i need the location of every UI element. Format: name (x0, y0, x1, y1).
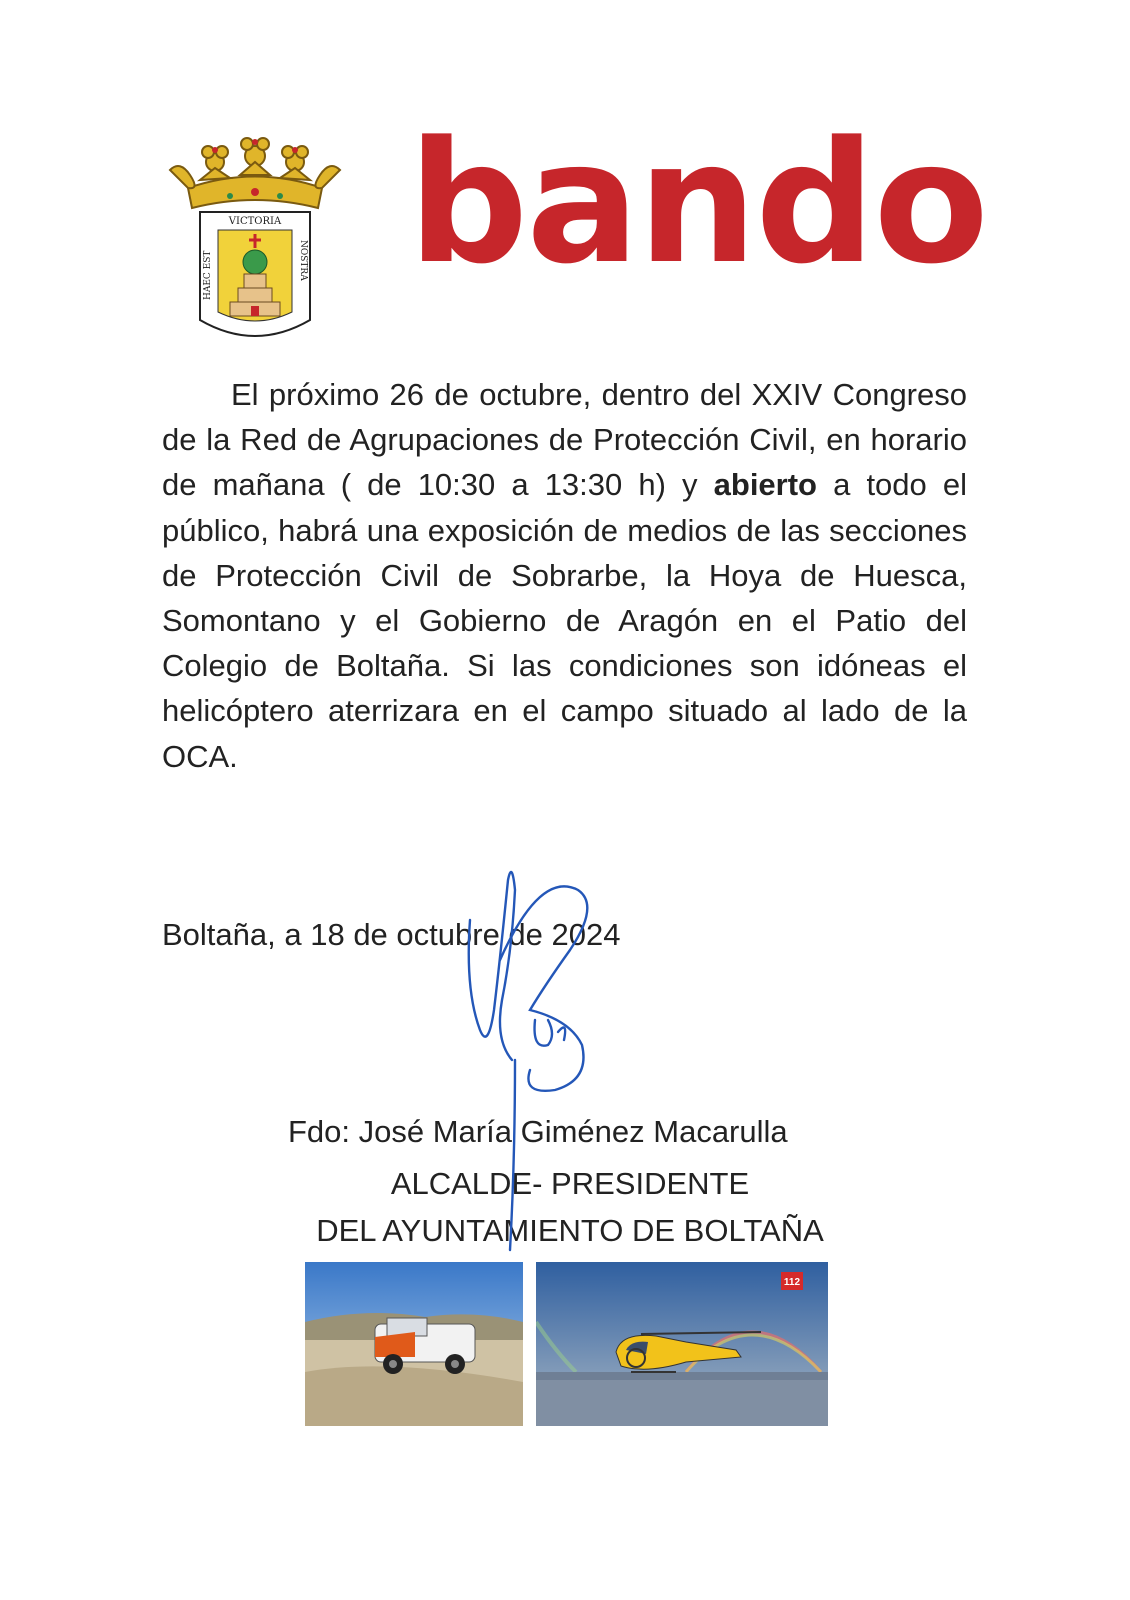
body-rest: a todo el público, habrá una exposición de medios de las secciones de Protección Civil de Sobrarbe, la Hoya de Huesca, Somontano y el Gobierno de Aragón en el Patio del Colegio de Boltaña. Si las condiciones son idóneas el helicóptero aterrizara en el campo situado al lado de la OCA. (162, 467, 968, 774)
role-line-2: DEL AYUNTAMIENTO DE BOLTAÑA (316, 1213, 824, 1248)
coat-of-arms-icon (160, 130, 350, 352)
coat-ribbon-text: VICTORIA (228, 216, 282, 227)
announcement-body (162, 372, 967, 779)
date-line: Boltaña, a 18 de octubre de 2024 (162, 917, 621, 952)
role-line-1: ALCALDE- PRESIDENTE (390, 1166, 750, 1201)
handwritten-signature (460, 860, 640, 1260)
coat-left-motto: HAEC EST (203, 250, 213, 300)
civil-protection-vehicle-photo (305, 1262, 523, 1426)
coat-right-motto: NOSTRA (298, 240, 308, 281)
rescue-helicopter-photo (536, 1262, 828, 1426)
signed-by: Fdo: José María Giménez Macarulla (288, 1114, 788, 1149)
body-intro: El próximo 26 de octubre, dentro del XXIV Congreso de la Red de Agrupaciones de Protección Civil, en horario de mañana ( de 10:30 a 13:30 h) y (162, 377, 967, 503)
body-emphasis: abierto (713, 467, 817, 503)
page-title: bando (408, 105, 987, 301)
helicopter-badge: 112 (783, 1277, 801, 1288)
